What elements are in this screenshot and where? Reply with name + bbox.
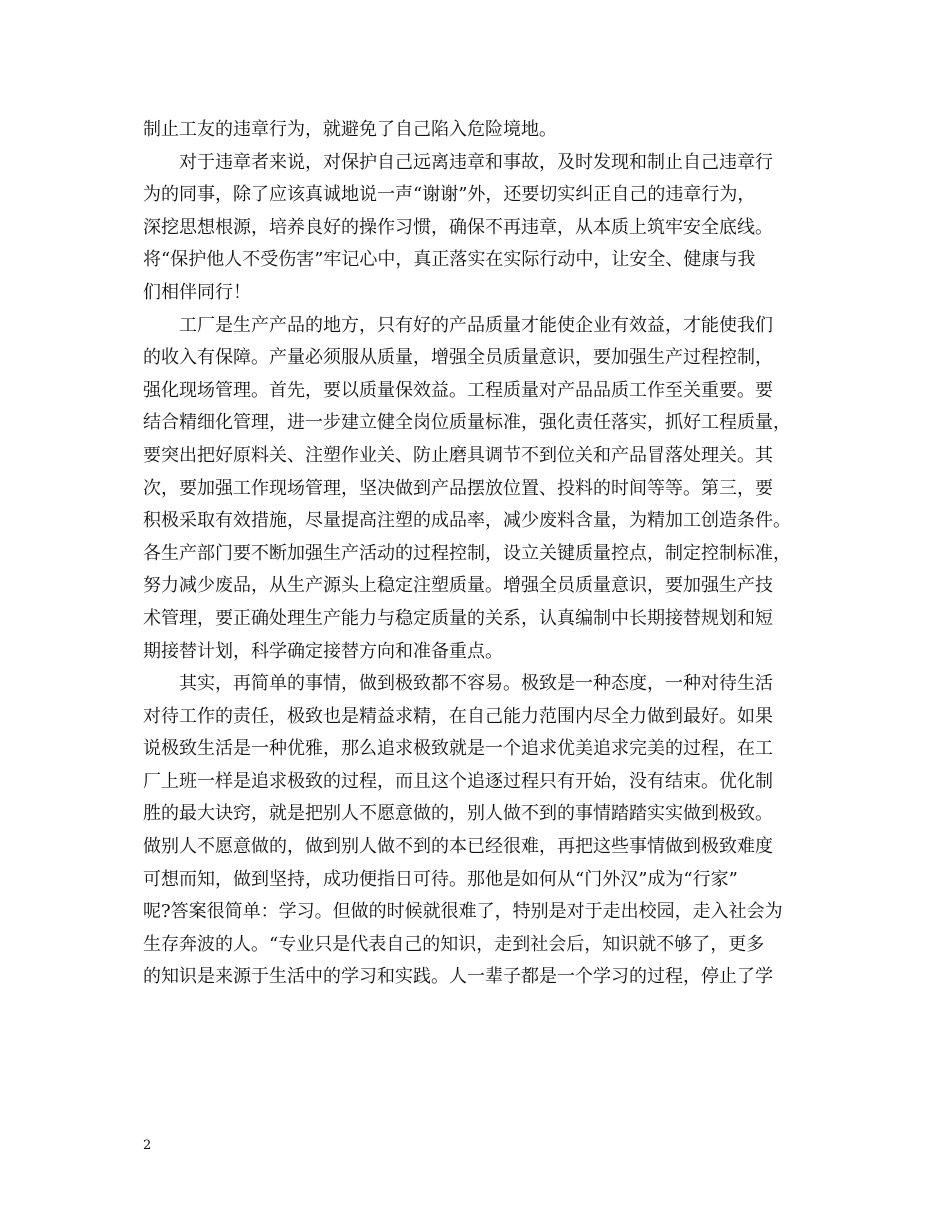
text-line: 呢?答案很简单：学习。但做的时候就很难了，特别是对于走出校园，走入社会为 [143,901,783,923]
text-line: 强化现场管理。首先，要以质量保效益。工程质量对产品品质工作至关重要。要 [143,379,773,401]
text-line: 将“保护他人不受伤害”牢记心中，真正落实在实际行动中，让安全、健康与我 [143,249,756,271]
text-line: 的知识是来源于生活中的学习和实践。人一辈子都是一个学习的过程，停止了学 [143,966,773,988]
text-line: 制止工友的违章行为，就避免了自己陷入危险境地。 [143,119,557,140]
text-line: 积极采取有效措施，尽量提高注塑的成品率，减少废料含量，为精加工创造条件。 [143,510,791,532]
text-line: 要突出把好原料关、注塑作业关、防止磨具调节不到位关和产品冒落处理关。其 [143,444,773,466]
text-line: 为的同事，除了应该真诚地说一声“谢谢”外，还要切实纠正自己的违章行为， [143,184,756,206]
text-line: 做别人不愿意做的，做到别人做不到的本已经很难，再把这些事情做到极致难度 [143,836,773,858]
text-line: 说极致生活是一种优雅，那么追求极致就是一个追求优美追求完美的过程，在工 [143,738,773,760]
text-line: 生存奔波的人。“专业只是代表自己的知识，走到社会后，知识就不够了，更多 [143,933,765,955]
text-line: 胜的最大诀窍，就是把别人不愿意做的，别人做不到的事情踏踏实实做到极致。 [143,803,773,825]
text-line: 们相伴同行！ [143,281,251,303]
text-line: 可想而知，做到坚持，成功便指日可待。那他是如何从“门外汉”成为“行家” [143,868,738,890]
text-line: 努力减少废品，从生产源头上稳定注塑质量。增强全员质量意识，要加强生产技 [143,575,773,597]
text-line: 的收入有保障。产量必须服从质量，增强全员质量意识，要加强生产过程控制， [143,347,773,369]
text-line: 其实，再简单的事情，做到极致都不容易。极致是一种态度，一种对待生活 [143,673,773,695]
text-line: 深挖思想根源，培养良好的操作习惯，确保不再违章，从本质上筑牢安全底线。 [143,216,773,238]
text-line: 各生产部门要不断加强生产活动的过程控制，设立关键质量控点，制定控制标准， [143,542,791,564]
text-line: 结合精细化管理，进一步建立健全岗位质量标准，强化责任落实，抓好工程质量， [143,412,791,434]
body-text [143,114,823,994]
text-line: 厂上班一样是追求极致的过程，而且这个追逐过程只有开始，没有结束。优化制 [143,770,773,792]
text-line: 工厂是生产产品的地方，只有好的产品质量才能使企业有效益，才能使我们 [143,314,773,336]
text-line: 期接替计划，科学确定接替方向和准备重点。 [143,640,503,662]
page-number: 2 [143,1138,152,1153]
text-line: 对待工作的责任，极致也是精益求精，在自己能力范围内尽全力做到最好。如果 [143,705,773,727]
text-line: 次，要加强工作现场管理，坚决做到产品摆放位置、投料的时间等等。第三，要 [143,477,773,499]
text-line: 对于违章者来说，对保护自己远离违章和事故，及时发现和制止自己违章行 [143,151,773,173]
text-line: 术管理，要正确处理生产能力与稳定质量的关系，认真编制中长期接替规划和短 [143,607,773,629]
